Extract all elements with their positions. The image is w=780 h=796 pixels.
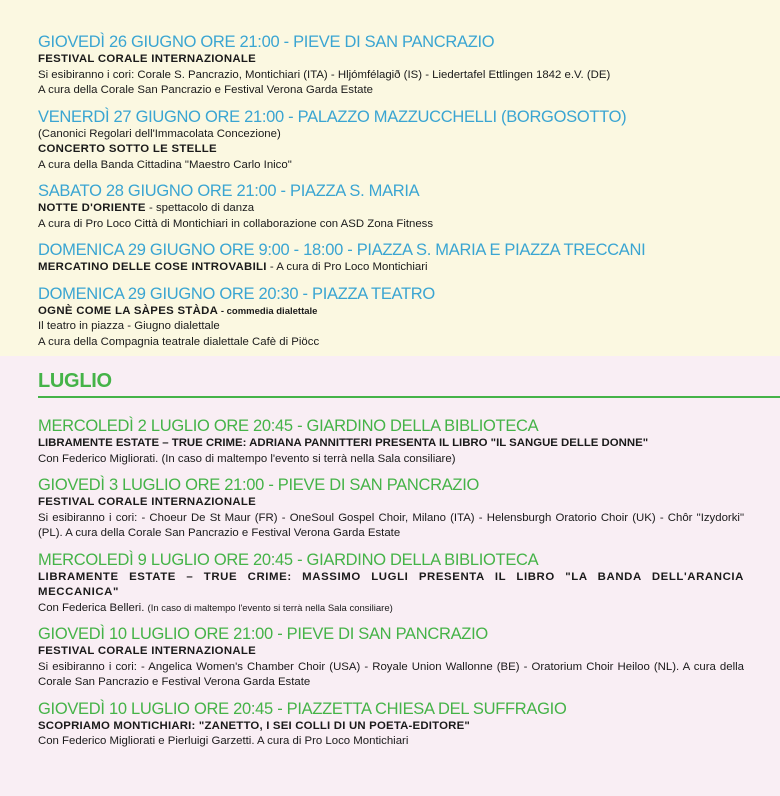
event-title: GIOVEDÌ 3 LUGLIO ORE 21:00 - PIEVE DI SAN PANCRAZIO (38, 476, 480, 494)
event-item (38, 550, 744, 617)
event-name: LIBRAMENTE ESTATE – TRUE CRIME: ADRIANA PANNITTERI PRESENTA IL LIBRO "IL SANGUE DELLE DONNE" (38, 437, 649, 449)
event-title: MERCOLEDÌ 2 LUGLIO ORE 20:45 - GIARDINO DELLA BIBLIOTECA (38, 417, 539, 435)
june-section (0, 0, 780, 356)
event-detail: A cura della Compagnia teatrale dialettale Cafè di Piöcc (38, 335, 320, 348)
event-title: GIOVEDÌ 10 LUGLIO ORE 20:45 - PIAZZETTA CHIESA DEL SUFFRAGIO (38, 699, 567, 718)
event-detail: Si esibiranno i cori: - Choeur De St Maur (FR) - OneSoul Gospel Choir, Milano (ITA) - Helensburgh Oratorio Choir (UK) - Chôr "Izydorki" (PL). A cura della Corale San Pancrazio e Festival Verona Garda Estate (38, 511, 744, 539)
event-detail: Si esibiranno i cori: - Angelica Women's Chamber Choir (USA) - Royale Union Wallonne (BE) - Oratorium Choir Heiloo (NL). A cura della Corale San Pancrazio e Festival Verona Garda Estate (38, 660, 744, 688)
event-title: DOMENICA 29 GIUGNO ORE 9:00 - 18:00 - PIAZZA S. MARIA E PIAZZA TRECCANI (38, 241, 646, 259)
event-item (38, 699, 744, 750)
month-divider (38, 396, 780, 398)
event-name-suffix: - spettacolo di danza (145, 202, 255, 214)
event-name: FESTIVAL CORALE INTERNAZIONALE (38, 53, 257, 65)
event-venue-note: (Canonici Regolari dell'Immacolata Concezione) (38, 127, 281, 140)
event-detail: Con Federica Belleri. (38, 601, 148, 614)
month-heading: LUGLIO (38, 370, 112, 392)
event-title: GIOVEDÌ 26 GIUGNO ORE 21:00 - PIEVE DI SAN PANCRAZIO (38, 33, 495, 51)
event-title: VENERDÌ 27 GIUGNO ORE 21:00 - PALAZZO MAZZUCCHELLI (BORGOSOTTO) (38, 107, 627, 126)
event-detail: A cura della Corale San Pancrazio e Festival Verona Garda Estate (38, 84, 373, 96)
event-name: MERCATINO DELLE COSE INTROVABILI (38, 261, 267, 273)
event-name-line (38, 304, 744, 320)
event-name-suffix: - A cura di Pro Loco Montichiari (266, 261, 428, 273)
event-item (38, 240, 744, 276)
event-name-line (38, 260, 744, 276)
event-item (38, 181, 744, 232)
event-name: CONCERTO SOTTO LE STELLE (38, 143, 217, 155)
event-item (38, 107, 744, 174)
event-name: SCOPRIAMO MONTICHIARI: "ZANETTO, I SEI COLLI DI UN POETA-EDITORE" (38, 719, 470, 732)
june-event-list (0, 0, 780, 350)
event-detail-note: (In caso di maltempo l'evento si terrà nella Sala consiliare) (147, 602, 393, 614)
event-item (38, 284, 744, 351)
event-name-line (38, 201, 744, 217)
event-name: LIBRAMENTE ESTATE – TRUE CRIME: MASSIMO LUGLI PRESENTA IL LIBRO "LA BANDA DELL'ARANCIA MECCANICA" (38, 570, 744, 598)
event-item (38, 32, 744, 99)
event-detail-line (38, 601, 744, 617)
event-name: NOTTE D'ORIENTE (38, 202, 146, 214)
event-title: DOMENICA 29 GIUGNO ORE 20:30 - PIAZZA TEATRO (38, 284, 435, 303)
event-detail: Con Federico Migliorati. (In caso di maltempo l'evento si terrà nella Sala consiliare) (38, 452, 456, 465)
event-detail: Si esibiranno i cori: Corale S. Pancrazio, Montichiari (ITA) - Hljómfélagið (IS) - Liedertafel Ettlingen 1842 e.V. (DE) (38, 68, 611, 81)
event-item (38, 475, 744, 542)
event-detail: A cura di Pro Loco Città di Montichiari in collaborazione con ASD Zona Fitness (38, 217, 434, 230)
july-event-list (0, 416, 780, 758)
event-name: FESTIVAL CORALE INTERNAZIONALE (38, 645, 257, 657)
event-item (38, 624, 744, 691)
event-title: SABATO 28 GIUGNO ORE 21:00 - PIAZZA S. MARIA (38, 182, 420, 200)
event-detail: A cura della Banda Cittadina "Maestro Carlo Inico" (38, 158, 292, 171)
event-name: OGNÈ COME LA SÀPES STÀDA (38, 304, 219, 317)
event-detail: Il teatro in piazza - Giugno dialettale (38, 320, 220, 332)
event-title: GIOVEDÌ 10 LUGLIO ORE 21:00 - PIEVE DI SAN PANCRAZIO (38, 625, 488, 643)
event-detail: Con Federico Migliorati e Pierluigi Garzetti. A cura di Pro Loco Montichiari (38, 735, 409, 747)
event-name-suffix: - commedia dialettale (218, 305, 318, 317)
event-title: MERCOLEDÌ 9 LUGLIO ORE 20:45 - GIARDINO DELLA BIBLIOTECA (38, 550, 539, 569)
event-name: FESTIVAL CORALE INTERNAZIONALE (38, 496, 257, 508)
event-item (38, 416, 744, 467)
